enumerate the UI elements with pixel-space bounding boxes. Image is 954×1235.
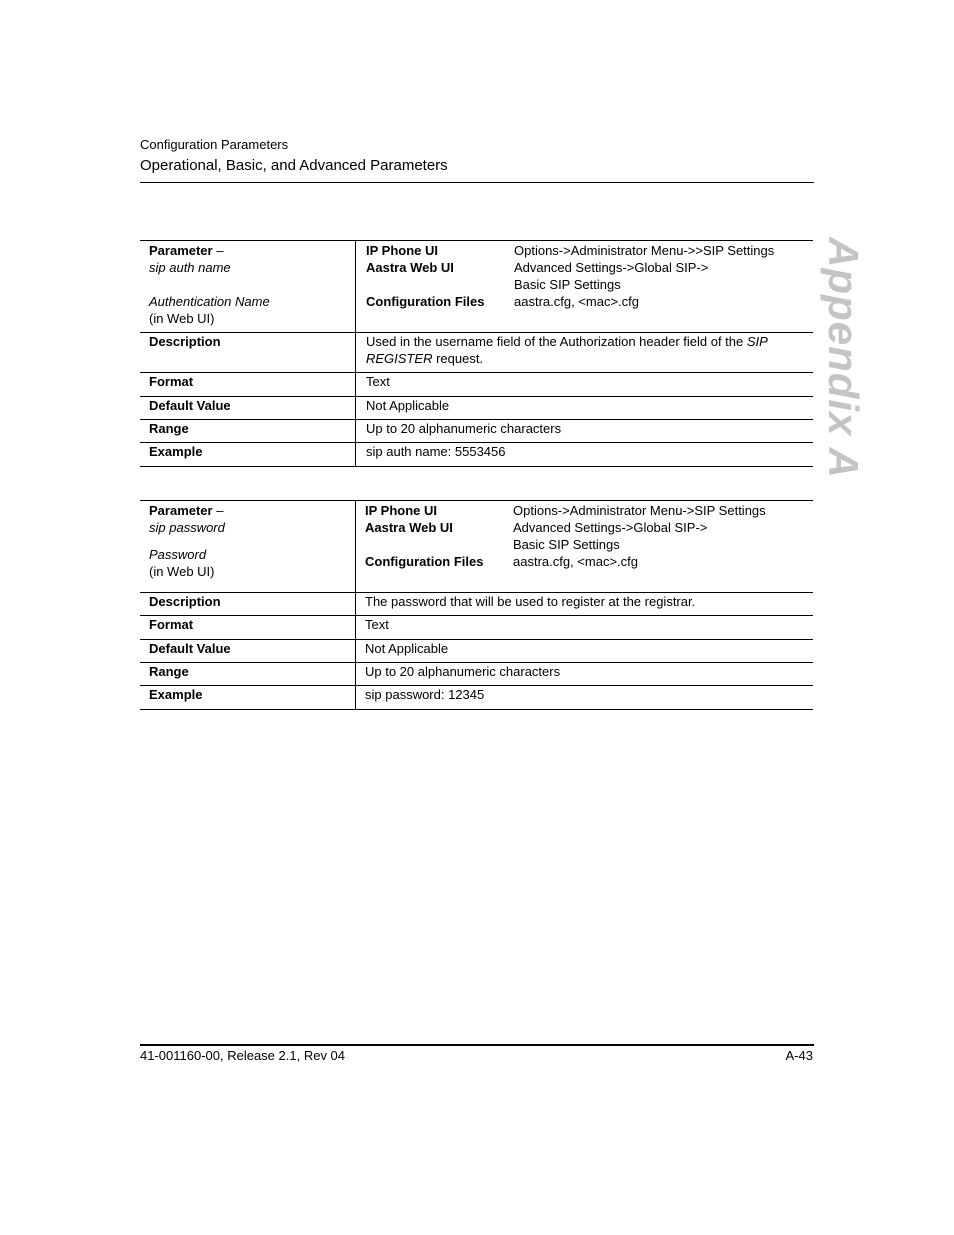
description-text: Used in the username field of the Authorization header field of the <box>366 334 747 349</box>
appendix-tab-label: Appendix A <box>820 236 867 479</box>
footer-document-id: 41-001160-00, Release 2.1, Rev 04 <box>140 1048 346 1063</box>
location-cell <box>356 241 814 333</box>
aastra-web-ui-label: Aastra Web UI <box>366 260 454 275</box>
aastra-web-ui-path-2: Basic SIP Settings <box>514 277 621 292</box>
web-parameter-name: Authentication Name <box>149 294 270 309</box>
range-label: Range <box>140 420 356 443</box>
ip-phone-ui-label: IP Phone UI <box>366 243 438 258</box>
web-parameter-note: (in Web UI) <box>149 564 215 579</box>
default-value-label: Default Value <box>140 397 356 420</box>
parameter-label: Parameter <box>149 503 213 518</box>
format-value: Text <box>356 616 814 640</box>
footer-page-number: A-43 <box>785 1048 813 1063</box>
table-row <box>140 640 813 663</box>
web-parameter-name: Password <box>149 547 207 562</box>
header-divider <box>140 182 814 183</box>
range-value: Up to 20 alphanumeric characters <box>356 663 814 686</box>
default-value-value: Not Applicable <box>356 640 814 663</box>
table-row <box>140 373 813 397</box>
range-label: Range <box>140 663 356 686</box>
table-row <box>140 241 813 333</box>
table-row <box>140 397 813 420</box>
appendix-side-tab <box>820 236 867 479</box>
configuration-files-label: Configuration Files <box>365 554 484 569</box>
description-label: Description <box>140 593 356 616</box>
table-row <box>140 593 813 616</box>
table-row <box>140 333 813 373</box>
configuration-files-value: aastra.cfg, <mac>.cfg <box>514 294 640 309</box>
parameter-table-sip-password <box>140 500 813 710</box>
format-value: Text <box>356 373 814 397</box>
format-label: Format <box>140 373 356 397</box>
description-emphasis: SIP REGISTER <box>366 334 768 366</box>
table-row <box>140 686 813 710</box>
aastra-web-ui-label: Aastra Web UI <box>365 520 453 535</box>
table-row <box>140 501 813 593</box>
parameter-table-sip-auth-name <box>140 240 813 467</box>
table-row <box>140 616 813 640</box>
default-value-label: Default Value <box>140 640 356 663</box>
default-value-value: Not Applicable <box>356 397 814 420</box>
aastra-web-ui-path-2: Basic SIP Settings <box>513 537 620 552</box>
parameter-label: Parameter <box>149 243 213 258</box>
description-value: The password that will be used to register at the registrar. <box>356 593 814 616</box>
footer-divider <box>140 1044 814 1046</box>
parameter-dash: – <box>212 503 224 518</box>
ip-phone-ui-label: IP Phone UI <box>365 503 437 518</box>
description-value <box>356 333 814 373</box>
table-row <box>140 663 813 686</box>
parameter-name: sip password <box>149 520 225 535</box>
parameter-cell <box>140 241 356 333</box>
location-cell <box>356 501 814 593</box>
aastra-web-ui-path-1: Advanced Settings->Global SIP-> <box>513 520 708 535</box>
ip-phone-ui-path: Options->Administrator Menu->SIP Settings <box>513 503 766 518</box>
configuration-files-label: Configuration Files <box>366 294 485 309</box>
ip-phone-ui-path: Options->Administrator Menu->>SIP Settings <box>514 243 775 258</box>
example-label: Example <box>140 443 356 467</box>
table-row <box>140 443 813 467</box>
configuration-files-value: aastra.cfg, <mac>.cfg <box>513 554 639 569</box>
table-row <box>140 420 813 443</box>
example-value: sip auth name: 5553456 <box>356 443 814 467</box>
web-parameter-note: (in Web UI) <box>149 311 215 326</box>
example-value: sip password: 12345 <box>356 686 814 710</box>
aastra-web-ui-path-1: Advanced Settings->Global SIP-> <box>514 260 709 275</box>
parameter-name: sip auth name <box>149 260 231 275</box>
parameter-cell <box>140 501 356 593</box>
description-label: Description <box>140 333 356 373</box>
running-header-section: Configuration Parameters <box>140 137 289 152</box>
description-text-end: request. <box>432 351 484 366</box>
example-label: Example <box>140 686 356 710</box>
format-label: Format <box>140 616 356 640</box>
running-header-subsection: Operational, Basic, and Advanced Parameters <box>140 157 448 174</box>
parameter-dash: – <box>212 243 224 258</box>
range-value: Up to 20 alphanumeric characters <box>356 420 814 443</box>
